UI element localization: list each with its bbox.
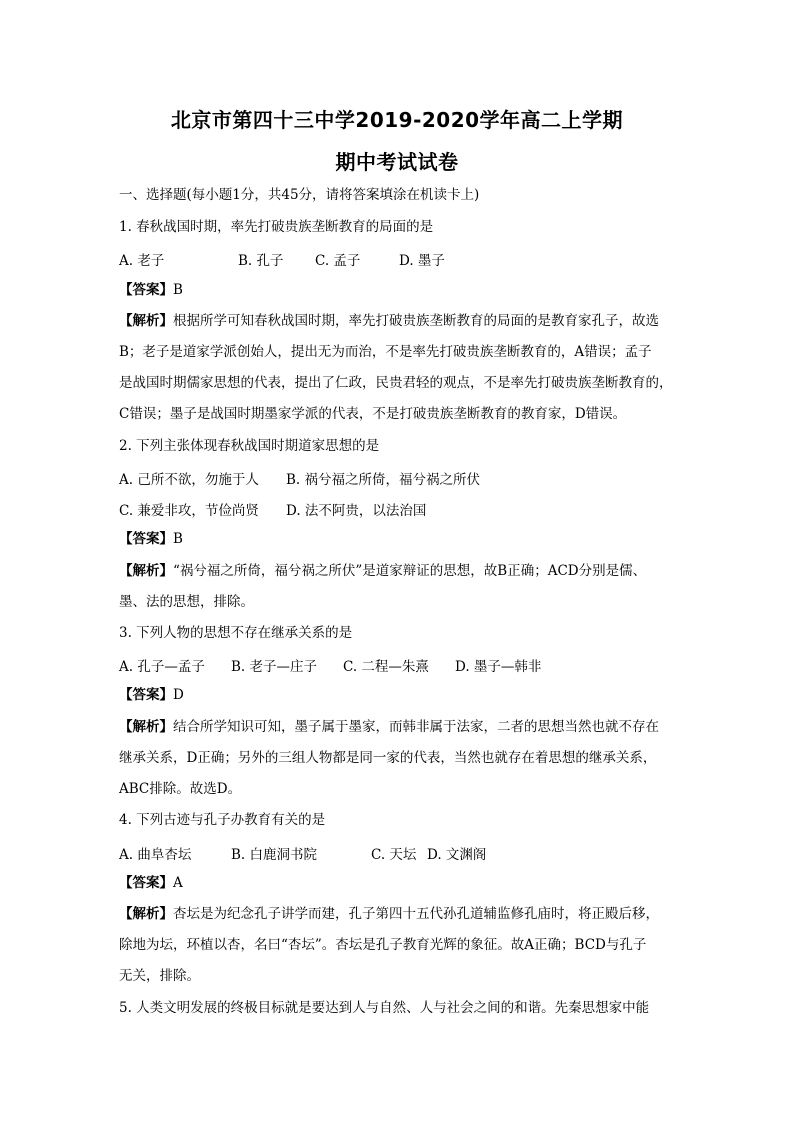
analysis-text: 杏坛是为纪念孔子讲学而建，孔子第四十五代孙孔道辅监修孔庙时，将正殿后移， bbox=[173, 906, 659, 922]
option-a: A. 己所不欲，勿施于人 bbox=[119, 472, 259, 488]
answer-tag: 【答案】 bbox=[119, 282, 173, 298]
question-5-stem: 5. 人类文明发展的终极目标就是要达到人与自然、人与社会之间的和谐。先秦思想家中能 bbox=[119, 1000, 650, 1016]
question-1-analysis-line: B；老子是道家学派创始人，提出无为而治，不是率先打破贵族垄断教育的，A错误；孟子 bbox=[119, 344, 652, 360]
option-b: B. 老子—庄子 bbox=[231, 659, 318, 675]
option-a: A. 曲阜杏坛 bbox=[119, 847, 192, 863]
option-c: C. 兼爱非攻，节俭尚贤 bbox=[119, 503, 259, 519]
answer-value: D bbox=[173, 687, 184, 703]
analysis-text: 根据所学可知春秋战国时期，率先打破贵族垄断教育的局面的是教育家孔子，故选 bbox=[173, 313, 659, 329]
option-d: D. 墨子 bbox=[399, 253, 445, 269]
question-4-analysis-line: 除地为坛，环植以杏，名曰“杏坛”。杏坛是孔子教育光辉的象征。故A正确；BCD与孔子 bbox=[119, 937, 647, 953]
exam-title-line-1: 北京市第四十三中学2019-2020学年高二上学期 bbox=[170, 108, 624, 132]
analysis-text: “祸兮福之所倚，福兮祸之所伏”是道家辩证的思想，故B正确；ACD分别是儒、 bbox=[173, 563, 647, 579]
analysis-tag: 【解析】 bbox=[119, 719, 173, 735]
option-b: B. 白鹿洞书院 bbox=[231, 847, 318, 863]
question-1-answer bbox=[119, 281, 679, 299]
option-a: A. 孔子—孟子 bbox=[119, 659, 205, 675]
question-2-options-row-1 bbox=[119, 468, 679, 486]
option-c: C. 二程—朱熹 bbox=[343, 659, 429, 675]
analysis-text: 结合所学知识可知，墨子属于墨家，而韩非属于法家，二者的思想当然也就不存在 bbox=[173, 719, 659, 735]
question-4-stem: 4. 下列古迹与孔子办教育有关的是 bbox=[119, 812, 326, 828]
option-b: B. 祸兮福之所倚，福兮祸之所伏 bbox=[286, 472, 481, 488]
question-3-analysis-line: 继承关系，D正确；另外的三组人物都是同一家的代表，当然也就存在着思想的继承关系， bbox=[119, 750, 657, 766]
answer-tag: 【答案】 bbox=[119, 875, 173, 891]
option-b: B. 孔子 bbox=[238, 253, 284, 269]
question-2-analysis-line: 墨、法的思想，排除。 bbox=[119, 594, 254, 610]
question-1-analysis-line bbox=[119, 312, 679, 330]
question-3-options bbox=[119, 655, 679, 673]
question-1-analysis-line: C错误；墨子是战国时期墨家学派的代表，不是打破贵族垄断教育的教育家，D错误。 bbox=[119, 406, 627, 422]
option-d: D. 墨子—韩非 bbox=[455, 659, 542, 675]
question-4-analysis-line bbox=[119, 905, 679, 923]
section-heading: 一、选择题(每小题1分，共45分，请将答案填涂在机读卡上) bbox=[119, 187, 480, 203]
analysis-tag: 【解析】 bbox=[119, 906, 173, 922]
question-2-analysis-line bbox=[119, 562, 679, 580]
question-2-answer bbox=[119, 530, 679, 548]
answer-tag: 【答案】 bbox=[119, 687, 173, 703]
analysis-tag: 【解析】 bbox=[119, 563, 173, 579]
option-d: D. 法不阿贵，以法治国 bbox=[286, 503, 427, 519]
question-4-options bbox=[119, 843, 679, 861]
question-3-stem: 3. 下列人物的思想不存在继承关系的是 bbox=[119, 625, 353, 641]
question-4-answer bbox=[119, 874, 679, 892]
question-2-options-row-2 bbox=[119, 499, 679, 517]
question-3-analysis-line: ABC排除。故选D。 bbox=[119, 781, 242, 797]
question-2-stem: 2. 下列主张体现春秋战国时期道家思想的是 bbox=[119, 438, 380, 454]
option-a: A. 老子 bbox=[119, 253, 165, 269]
option-d: D. 文渊阁 bbox=[427, 847, 487, 863]
question-1-analysis-line: 是战国时期儒家思想的代表，提出了仁政，民贵君轻的观点，不是率先打破贵族垄断教育的， bbox=[119, 375, 673, 391]
question-1-options bbox=[119, 249, 679, 267]
answer-value: A bbox=[173, 875, 183, 891]
analysis-tag: 【解析】 bbox=[119, 313, 173, 329]
answer-value: B bbox=[173, 531, 183, 547]
question-3-analysis-line bbox=[119, 718, 679, 736]
option-c: C. 孟子 bbox=[315, 253, 361, 269]
answer-value: B bbox=[173, 282, 183, 298]
question-4-analysis-line: 无关，排除。 bbox=[119, 968, 200, 984]
option-c: C. 天坛 bbox=[371, 847, 417, 863]
question-1-stem: 1. 春秋战国时期，率先打破贵族垄断教育的局面的是 bbox=[119, 219, 434, 235]
exam-title-line-2: 期中考试试卷 bbox=[335, 150, 459, 174]
answer-tag: 【答案】 bbox=[119, 531, 173, 547]
question-3-answer bbox=[119, 686, 679, 704]
